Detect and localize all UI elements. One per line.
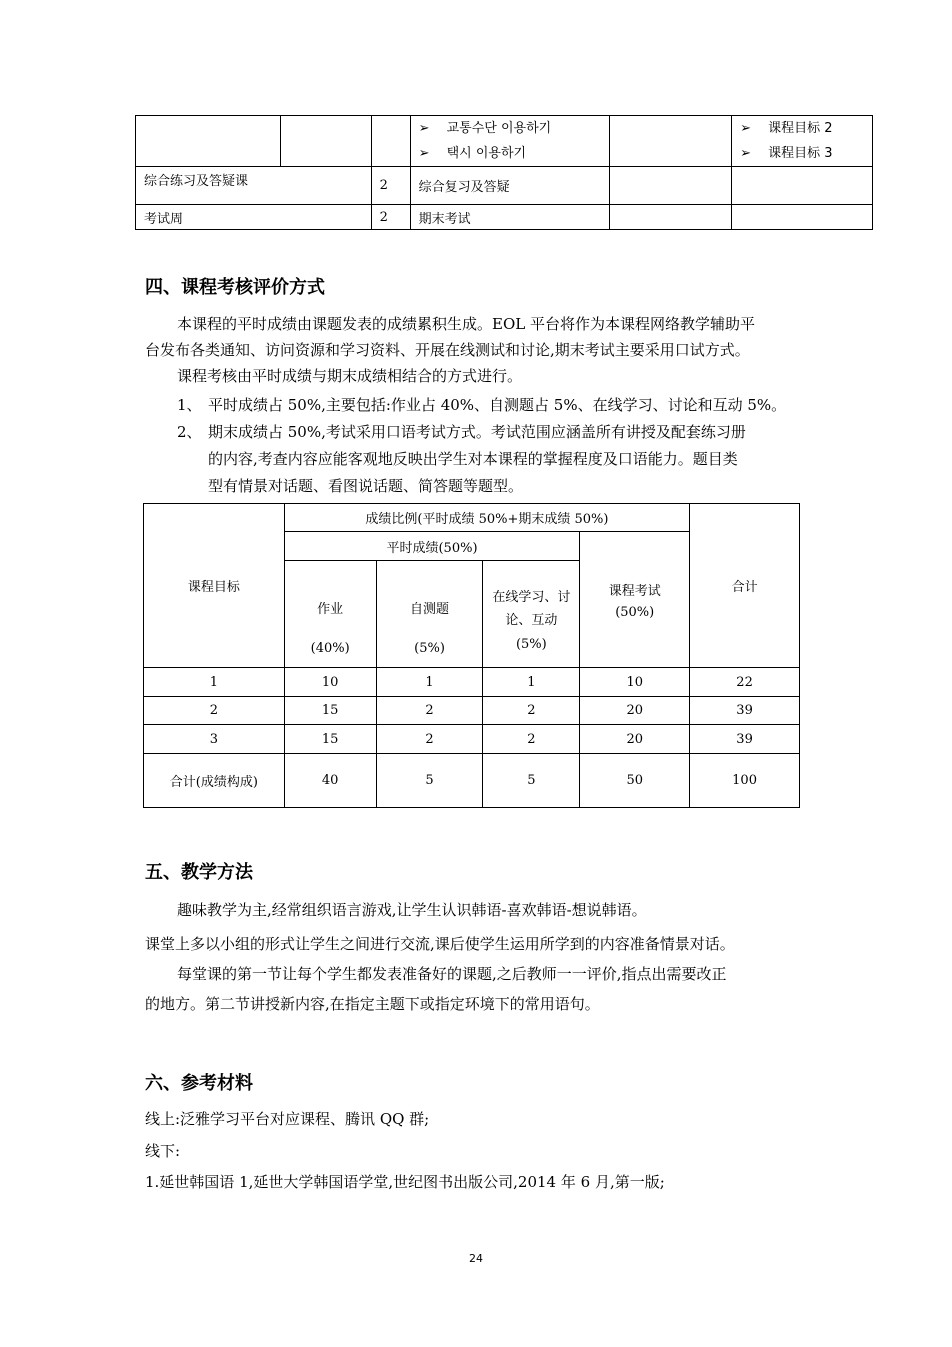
empty-cell	[280, 116, 371, 167]
list-number: 2、	[177, 423, 202, 441]
header-exam: 课程考试 (50%)	[580, 532, 690, 668]
row-content: 综合复习及答疑	[410, 167, 610, 205]
header-total: 合计	[690, 504, 800, 668]
paragraph: 台发布各类通知、访问资源和学习资料、开展在线测试和讨论,期末考试主要采用口试方式。	[145, 341, 750, 359]
row-label: 考试周	[136, 205, 372, 230]
row-hours: 2	[371, 167, 410, 205]
paragraph: 1.延世韩国语 1,延世大学韩国语学堂,世纪图书出版公司,2014 年 6 月,第一版;	[145, 1173, 665, 1191]
arrow-bullet-icon: ➢	[740, 121, 752, 136]
header-goal: 课程目标	[144, 504, 285, 668]
row-label: 综合练习及答疑课	[136, 167, 372, 205]
empty-cell	[732, 167, 873, 205]
paragraph: 每堂课的第一节让每个学生都发表准备好的课题,之后教师一一评价,指点出需要改正	[177, 965, 727, 983]
paragraph: 趣味教学为主,经常组织语言游戏,让学生认识韩语-喜欢韩语-想说韩语。	[177, 901, 647, 919]
table-row: 2 15 2 2 20 39	[144, 697, 800, 725]
content-bullets: ➢ 교통수단 이용하기 ➢ 택시 이용하기	[410, 116, 610, 167]
paragraph: 课堂上多以小组的形式让学生之间进行交流,课后使学生运用所学到的内容准备情景对话。	[145, 935, 735, 953]
table-row-total: 合计(成绩构成) 40 5 5 50 100	[144, 754, 800, 808]
arrow-bullet-icon: ➢	[418, 121, 430, 136]
paragraph: 的地方。第二节讲授新内容,在指定主题下或指定环境下的常用语句。	[145, 995, 600, 1013]
row-content: 期末考试	[410, 205, 610, 230]
section-heading-references: 六、参考材料	[145, 1073, 253, 1094]
arrow-bullet-icon: ➢	[418, 146, 430, 161]
list-item-cont: 的内容,考查内容应能客观地反映出学生对本课程的掌握程度及口语能力。题目类	[208, 450, 738, 468]
list-item: 期末成绩占 50%,考试采用口语考试方式。考试范围应涵盖所有讲授及配套练习册	[208, 423, 746, 441]
list-item-cont: 型有情景对话题、看图说话题、简答题等题型。	[208, 477, 524, 495]
paragraph: 线上:泛雅学习平台对应课程、腾讯 QQ 群;	[145, 1110, 430, 1128]
table-header-row	[144, 504, 800, 532]
row-hours: 2	[371, 205, 410, 230]
arrow-bullet-icon: ➢	[740, 146, 752, 161]
table-row	[136, 167, 873, 205]
list-number: 1、	[177, 396, 202, 414]
grade-composition-table	[143, 503, 800, 808]
schedule-table-continued	[135, 115, 873, 230]
empty-cell	[371, 116, 410, 167]
paragraph: 课程考核由平时成绩与期末成绩相结合的方式进行。	[177, 367, 523, 385]
paragraph: 线下:	[145, 1142, 181, 1160]
table-row: 3 15 2 2 20 39	[144, 725, 800, 754]
empty-cell	[610, 205, 732, 230]
paragraph: 本课程的平时成绩由课题发表的成绩累积生成。EOL 平台将作为本课程网络教学辅助平	[177, 315, 755, 333]
header-homework: 作业 (40%)	[284, 561, 376, 668]
section-heading-assessment: 四、课程考核评价方式	[145, 277, 325, 298]
goal-bullets: ➢ 课程目标 2 ➢ 课程目标 3	[732, 116, 873, 167]
section-heading-teaching: 五、教学方法	[145, 862, 253, 883]
header-ratio: 成绩比例(平时成绩 50%+期末成绩 50%)	[284, 504, 689, 532]
table-row	[136, 116, 873, 167]
page-number: 24	[469, 1252, 483, 1265]
empty-cell	[610, 167, 732, 205]
table-row	[136, 205, 873, 230]
empty-cell	[136, 116, 281, 167]
header-selftest: 自测题 (5%)	[376, 561, 483, 668]
header-usual: 平时成绩(50%)	[284, 532, 580, 561]
header-online: 在线学习、讨 论、互动 (5%)	[483, 561, 580, 668]
empty-cell	[610, 116, 732, 167]
list-item: 平时成绩占 50%,主要包括:作业占 40%、自测题占 5%、在线学习、讨论和互动 5%。	[208, 396, 787, 414]
empty-cell	[732, 205, 873, 230]
table-row: 1 10 1 1 10 22	[144, 668, 800, 697]
